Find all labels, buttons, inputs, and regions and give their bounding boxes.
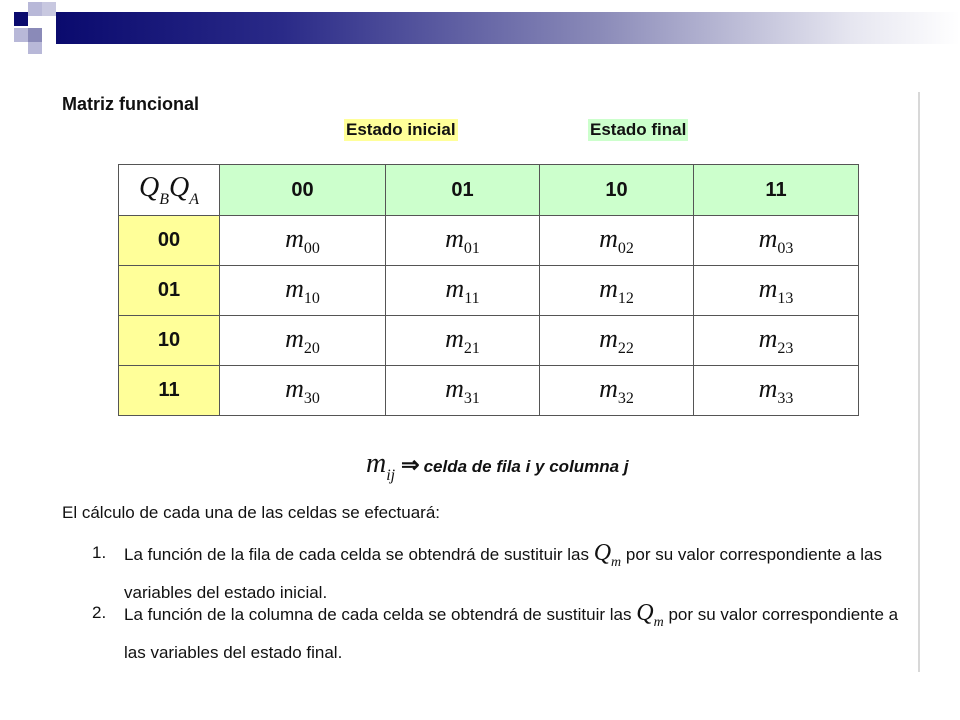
row-header: 00 xyxy=(119,216,220,266)
decor-square-light xyxy=(14,28,28,42)
decor-square-navy xyxy=(14,12,28,26)
decor-square-mid xyxy=(28,28,42,42)
matrix-corner xyxy=(119,165,220,216)
matrix-cell: $m_{02}$ xyxy=(540,216,694,266)
col-header: 10 xyxy=(540,165,694,216)
decor-square-light xyxy=(28,2,42,16)
intro-text: El cálculo de cada una de las celdas se efectuará: xyxy=(62,503,441,522)
header-gradient-bar xyxy=(56,12,960,44)
row-header: 11 xyxy=(119,366,220,416)
col-header: 00 xyxy=(220,165,386,216)
list-number: 1. xyxy=(92,543,107,562)
functional-matrix xyxy=(118,164,859,416)
variable-qm: $Q_m$ xyxy=(593,540,622,570)
decor-square-light xyxy=(28,42,42,54)
matrix-header-row xyxy=(119,165,859,216)
matrix-cell: $m_{00}$ xyxy=(220,216,386,266)
matrix-cell: $m_{33}$ xyxy=(694,366,859,416)
matrix-cell: $m_{03}$ xyxy=(694,216,859,266)
list-item xyxy=(92,598,914,668)
matrix-cell: $m_{30}$ xyxy=(220,366,386,416)
implies-arrow: ⇒ xyxy=(401,452,420,477)
right-divider xyxy=(918,92,920,672)
row-header: 01 xyxy=(119,266,220,316)
matrix-cell: $m_{01}$ xyxy=(386,216,540,266)
list-number: 2. xyxy=(92,603,107,622)
row-header: 10 xyxy=(119,316,220,366)
decor-square-light xyxy=(42,2,56,16)
corner-variables: $Q_BQ_A$ xyxy=(138,171,200,208)
matrix-cell: $m_{20}$ xyxy=(220,316,386,366)
col-header: 01 xyxy=(386,165,540,216)
matrix-cell: $m_{22}$ xyxy=(540,316,694,366)
list-text: La función de la columna de cada celda se obtendrá de sustituir las $Q_m$ por su valor correspondiente a las variables del estado final. xyxy=(124,600,899,662)
list-text: La función de la fila de cada celda se obtendrá de sustituir las $Q_m$ por su valor correspondiente a las variables del estado inicial. xyxy=(124,540,882,602)
col-header: 11 xyxy=(694,165,859,216)
slide-title: Matriz funcional xyxy=(62,94,200,114)
matrix-cell: $m_{12}$ xyxy=(540,266,694,316)
slide-header-decoration xyxy=(0,0,960,48)
matrix-row xyxy=(119,216,859,266)
matrix-row xyxy=(119,316,859,366)
matrix-cell: $m_{23}$ xyxy=(694,316,859,366)
formula-text: celda de fila i y columna j xyxy=(423,457,629,476)
matrix-cell: $m_{21}$ xyxy=(386,316,540,366)
legend-final-state: Estado final xyxy=(590,120,687,139)
matrix-cell: $m_{11}$ xyxy=(386,266,540,316)
formula-symbol: $m_{ij}$ xyxy=(366,448,396,484)
matrix-row xyxy=(119,266,859,316)
matrix-cell: $m_{31}$ xyxy=(386,366,540,416)
cell-definition-formula xyxy=(366,448,629,485)
matrix-cell: $m_{13}$ xyxy=(694,266,859,316)
matrix-cell: $m_{10}$ xyxy=(220,266,386,316)
matrix-cell: $m_{32}$ xyxy=(540,366,694,416)
matrix-row xyxy=(119,366,859,416)
variable-qm: $Q_m$ xyxy=(636,600,664,630)
legend-initial-state: Estado inicial xyxy=(346,120,456,139)
